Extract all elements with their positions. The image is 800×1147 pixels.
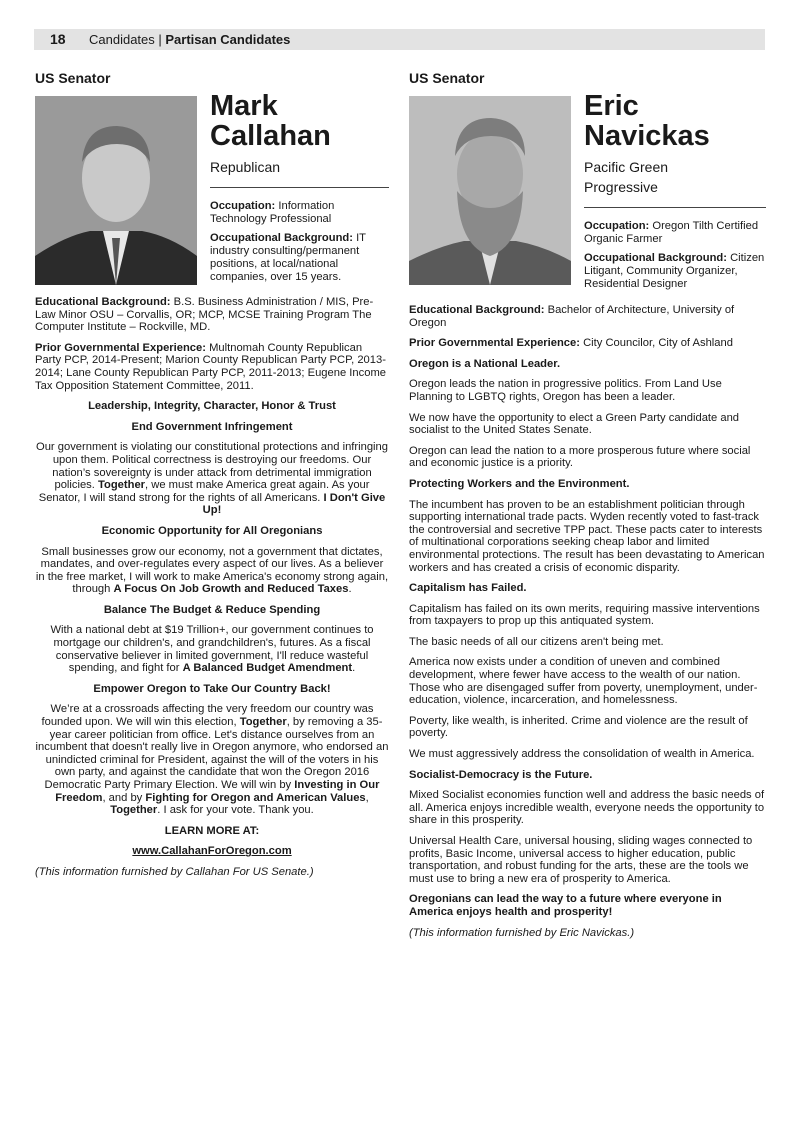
paragraph: We’re at a crossroads affecting the very freedom our country was founded upon. We will win this election, Together, by removing a 35-year career politician from office. Let's distance ourselves from an incumbent that doesn't really live in Oregon anymore, who endorsed an unindicted criminal for President, against the will of the voters in his own party, and against the candidate that won the Oregon 2016 Democratic Party Primary Election. We will win by Investing in Our Freedom, and by Fighting for Oregon and American Values, Together. I ask for your vote. Thank you. [35, 703, 389, 817]
paragraph: With a national debt at $19 Trillion+, our government continues to mortgage our children's, and grandchildren's, futures. As a fiscal conservative believer in limited government, I'll reduce wasteful spending, and fight for A Balanced Budget Amendment. [50, 624, 374, 675]
paragraph: We now have the opportunity to elect a Green Party candidate and socialist to the United States Senate. [409, 411, 740, 437]
paragraph: Poverty, like wealth, is inherited. Crime and violence are the result of poverty. [409, 714, 748, 740]
heading: Protecting Workers and the Environment. [409, 477, 630, 490]
occupational-background: Occupational Background: Citizen Litigant, Community Organizer, Residential Designer [584, 252, 765, 290]
heading: Empower Oregon to Take Our Country Back! [93, 682, 331, 695]
closing-statement: Oregonians can lead the way to a future where everyone in America enjoys health and prosperity! [409, 893, 722, 918]
paragraph: We must aggressively address the consolidation of wealth in America. [409, 748, 755, 761]
occupational-background: Occupational Background: IT industry consulting/permanent positions, at local/national companies, over 15 years. [210, 232, 366, 283]
educational-background: Educational Background: B.S. Business Administration / MIS, Pre-Law Minor OSU – Corvallis, OR; MCP, MCSE Training Program The Computer Institute – Rockville, MD. [35, 296, 374, 334]
heading: Capitalism has Failed. [409, 582, 527, 595]
candidate-party: Pacific Green Progressive [584, 159, 669, 195]
heading: Socialist-Democracy is the Future. [409, 768, 593, 781]
divider [210, 187, 389, 188]
paragraph: America now exists under a condition of uneven and combined development, where fewer have access to the wealth of our nation. Those who are disengaged suffer from poverty, unemployment, under-education, violence, incarceration, and homelessness. [409, 656, 758, 707]
page-header [34, 29, 765, 50]
paragraph: Oregon leads the nation in progressive politics. From Land Use Planning to LGBTQ rights, Oregon has been a leader. [409, 378, 722, 403]
candidate-party: Republican [210, 159, 281, 175]
paragraph: Our government is violating our constitutional protections and infringing upon them. Political correctness is destroying our freedoms. Our nation’s sovereignty is under attack from detrimental immigration policies. Together, we must make America great again. As your Senator, I will stand strong for the rights of all Americans. I Don't Give Up! [36, 441, 388, 517]
paragraph: The incumbent has proven to be an establishment politician through supporting international trade pacts. Wyden recently voted to fast-track the controversial and secretive TPP pact. These pacts cater to interests of multinational corporations seeking cheap labor and limited environmental protections. The result has been devastating to American workers and has created a crisis of economic disparity. [409, 498, 765, 574]
learn-more-heading: LEARN MORE AT: [164, 824, 260, 837]
page-number: 18 [50, 31, 66, 47]
paragraph: The basic needs of all our citizens aren't being met. [409, 635, 664, 648]
candidate-right [409, 70, 766, 947]
heading: Oregon is a National Leader. [409, 357, 561, 370]
website-link-wrap [35, 845, 389, 858]
candidate-first-name: Eric [584, 90, 639, 122]
occupation: Occupation: Information Technology Professional [210, 200, 335, 225]
statement-body [409, 304, 766, 939]
office-title: US Senator [35, 70, 111, 86]
heading: Balance The Budget & Reduce Spending [103, 603, 321, 616]
occupation: Occupation: Oregon Tilth Certified Organic Farmer [584, 220, 759, 245]
divider [584, 207, 766, 208]
governmental-experience: Prior Governmental Experience: Multnomah County Republican Party PCP, 2014-Present; Marion County Republican Party PCP, 2013-2014; Lane County Republican Party PCP, 2011-2013; Eugene Income Tax Opposition Statement Committee, 2011. [35, 341, 386, 392]
heading: End Government Infringement [131, 420, 293, 433]
office-title: US Senator [409, 70, 485, 86]
paragraph: Oregon can lead the nation to a more prosperous future where social and economic justice is a priority. [409, 444, 751, 470]
paragraph: Universal Health Care, universal housing, sliding wages connected to profits, Basic Income, universal access to higher education, public transportation, and robust funding for the arts, these are the tools we must use to bring a new era of prosperity to America. [409, 835, 753, 885]
candidate-photo-callahan [35, 96, 197, 285]
section-title: Candidates | Partisan Candidates [89, 32, 291, 47]
candidate-last-name: Callahan [210, 120, 331, 152]
paragraph: Small businesses grow our economy, not a government that dictates, mandates, and over-regulates every aspect of our lives. As a believer in the free market, I will work to make America's economy strong again, through A Focus On Job Growth and Reduced Taxes. [35, 545, 389, 596]
portrait-icon [409, 96, 571, 285]
heading: Economic Opportunity for All Oregonians [101, 524, 323, 537]
furnished-note: (This information furnished by Eric Navickas.) [409, 926, 635, 939]
candidate-first-name: Mark [210, 90, 278, 122]
paragraph: Capitalism has failed on its own merits, requiring massive interventions from taxpayers to prop up this antiquated system. [409, 602, 760, 628]
educational-background: Educational Background: Bachelor of Architecture, University of Oregon [409, 304, 735, 329]
candidate-left [35, 70, 389, 887]
governmental-experience: Prior Governmental Experience: City Councilor, City of Ashland [409, 337, 733, 350]
portrait-icon [35, 96, 197, 285]
candidate-last-name: Navickas [584, 120, 710, 152]
heading: Leadership, Integrity, Character, Honor & Trust [88, 400, 336, 413]
paragraph: Mixed Socialist economies function well and address the basic needs of all. America enjoys incredible wealth, everyone needs the opportunity to share in this prosperity. [409, 789, 765, 827]
furnished-note: (This information furnished by Callahan For US Senate.) [35, 865, 314, 878]
statement-body [35, 296, 389, 879]
website-link[interactable]: www.CallahanForOregon.com [132, 845, 292, 858]
candidate-photo-navickas [409, 96, 571, 285]
